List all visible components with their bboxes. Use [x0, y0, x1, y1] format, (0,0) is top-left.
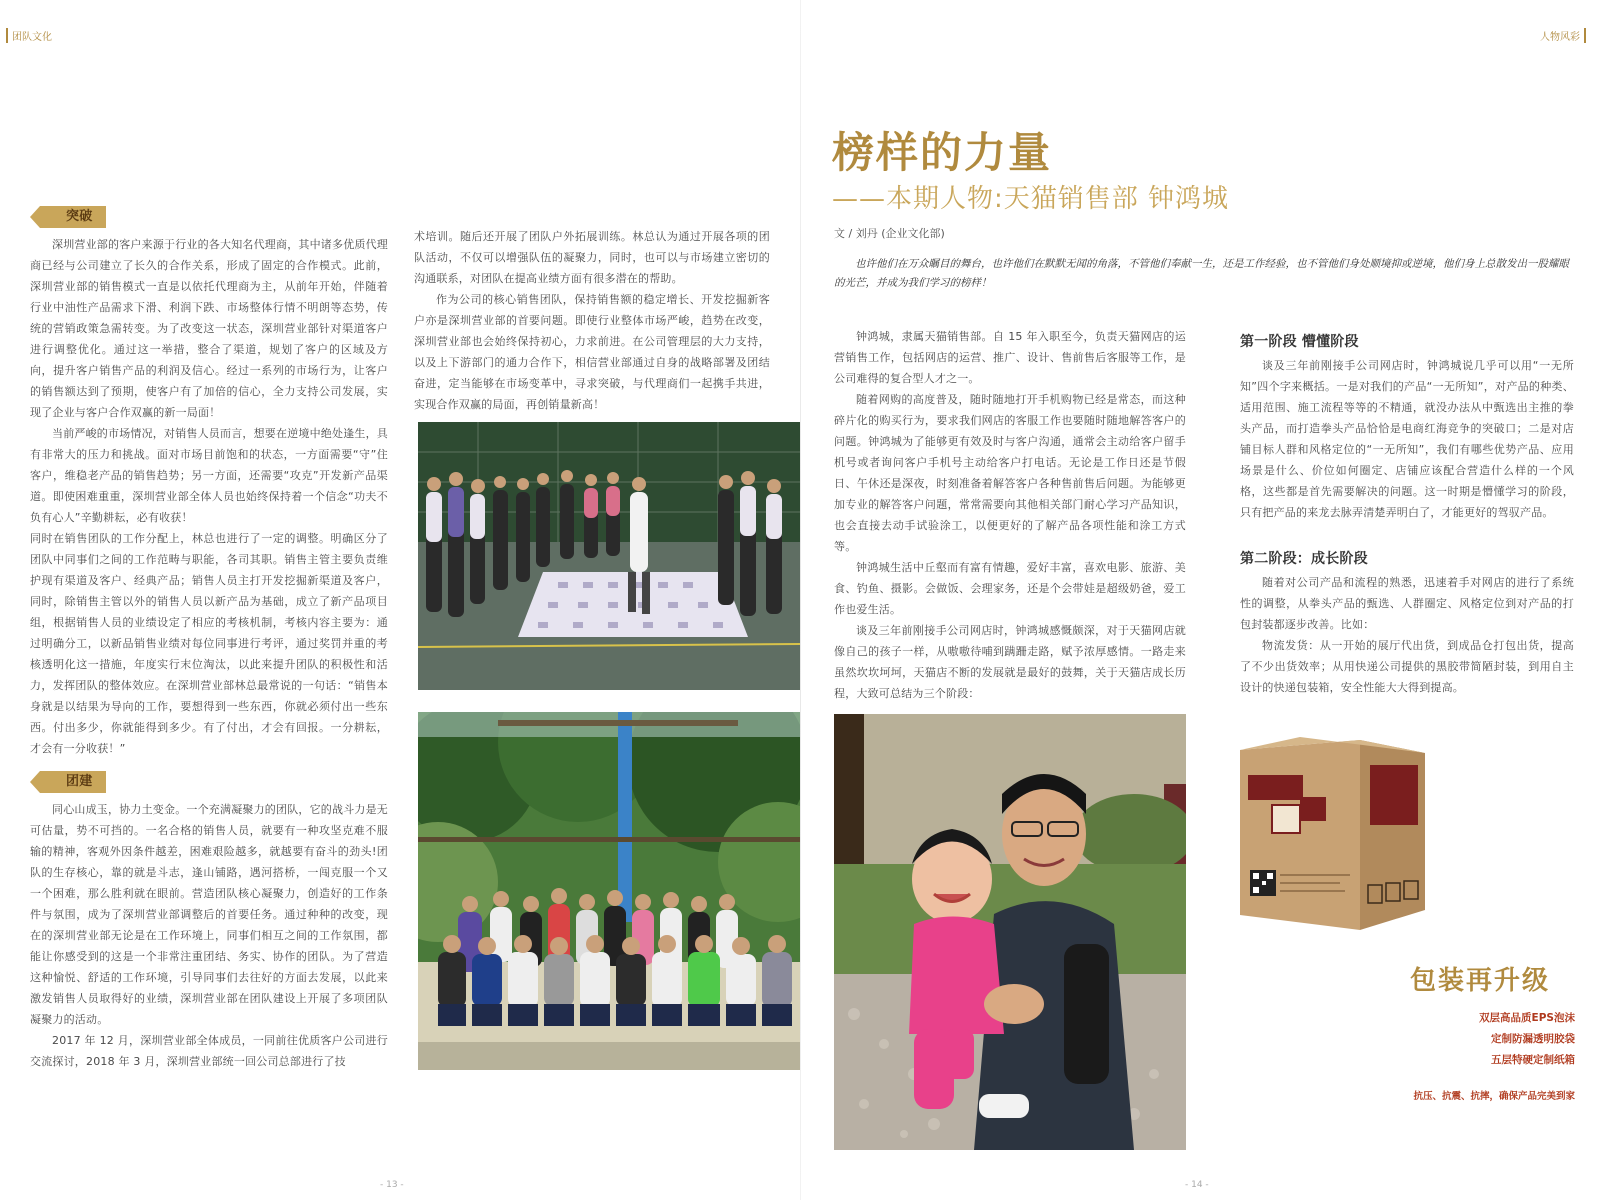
page-number-right: - 14 - — [1185, 1180, 1209, 1190]
paragraph: 谈及三年前刚接手公司网店时，钟鸿城说几乎可以用“一无所知”四个字来概括。一是对我们的产品“一无所知”，对产品的种类、适用范围、施工流程等等的不精通，就没办法从中甄选出主推的拳头产品，而打造拳头产品恰恰是电商红海竞争的突破口；二是对店铺目标人群和风格定位的“一无所知”，我们有哪些优势产品、应用场景是什么、价位如何圈定、店铺应该配合营造什么样的一个风格，这些都是首先需要解决的问题。这一时期是懵懂学习的阶段，只有把产品的来龙去脉弄清楚弄明白了，才能更好的驾驭产品。 — [1240, 359, 1574, 519]
right-column-1 — [834, 326, 1186, 704]
paragraph: 作为公司的核心销售团队，保持销售额的稳定增长、开发挖掘新客户亦是深圳营业部的首要问题。即使行业整体市场严峻，趋势在改变，深圳营业部也会始终保持初心，力求前进。在公司管理层的大力支持，以及上下游部门的通力合作下，相信营业部通过自身的战略部署及团结奋进，定当能够在市场变革中，寻求突破，与代理商们一起携手共进，实现合作双赢的局面，再创销量新高！ — [414, 293, 770, 411]
paragraph: 同心山成玉，协力土变金。一个充满凝聚力的团队，它的战斗力是无可估量，势不可挡的。一名合格的销售人员，就要有一种攻坚克难不服输的精神，客观外因条件越差，困难艰险越多，就越要有奋斗的劲头!团队的生存核心，靠的就是斗志，逢山铺路，遇河搭桥，一闯克服一个又一个困难，那么胜利就在眼前。营造团队核心凝聚力，创造好的工作条件与氛围，成为了深圳营业部调整后的首要任务。通过种种的改变，现在的深圳营业部无论是在工作环境上，同事们相互之间的工作氛围，都能让你感受到的这是一个非常注重团结、务实、协作的团队。为了营造这种愉悦、舒适的工作环境，引导同事们去往好的方面去发展，以此来激发销售人员取得好的业绩，深圳营业部在团队建设上开展了多项团队凝聚力的活动。 — [30, 803, 388, 1026]
stage-2-heading: 第二阶段：成长阶段 — [1240, 551, 1368, 567]
photo-father-daughter-illustration — [834, 714, 1186, 1150]
paragraph: 同时在销售团队的工作分配上，林总也进行了一定的调整。明确区分了团队中同事们之间的工作范畴与职能，各司其职。销售主管主要负责维护现有渠道及客户、经典产品；销售人员主打开发挖掘新渠道及客户，同时，除销售主管以外的销售人员以新产品为基础，成立了新产品项目组，根据销售人员的业绩设定了相应的考核机制，考核内容主要为：通过明确分工，以新品销售业绩对每位同事进行考评，通过奖罚并重的考核透明化这一措施，年度实行末位淘汰，以此来提升团队的积极性和活力，发挥团队的整体效应。在深圳营业部林总最常说的一句话：“销售本身就是以结果为导向的工作，要想得到一些东西，你就必须付出一些东西。付出多少，你就能得到多少。有了付出，才会有回报。一分耕耘，才会有一分收获！” — [30, 532, 388, 755]
paragraph: 钟鸿城生活中丘壑而有富有情趣，爱好丰富，喜欢电影、旅游、美食、钓鱼、摄影。会做饭、会理家务，还是个会带娃是超级奶爸，爱工作也爱生活。 — [834, 561, 1186, 616]
paragraph: 深圳营业部的客户来源于行业的各大知名代理商，其中诸多优质代理商已经与公司建立了长久的合作关系，形成了固定的合作模式。此前，深圳营业部的销售模式一直是以依托代理商为主，从前年开始，伴随着行业中油性产品需求下滑、利润下跌、市场整体行情不明朗等态势，传统的营销政策急需转变。为了改变这一状态，深圳营业部针对渠道客户进行调整优化。通过这一举措，整合了渠道，规划了客户的区域及方向，提升客户销售产品的利润及信心。经过一系列的市场行为，让客户的销售额达到了预期，使客户有了加倍的信心，全力支持公司发展，实现了企业与客户合作双赢的新一局面！ — [30, 238, 388, 419]
paragraph: 2017 年 12 月，深圳营业部全体成员，一同前往优质客户公司进行交流探讨，2018 年 3 月，深圳营业部统一回公司总部进行了技 — [30, 1034, 388, 1068]
tag-teambuilding: 团建 — [40, 771, 106, 793]
paragraph: 物流发货：从一开始的展厅代出货，到成品仓打包出货，提高了不少出货效率；从用快递公司提供的黑胶带简陋封装，到用自主设计的快递包装箱，安全性能大大得到提高。 — [1240, 639, 1574, 694]
package-title: 包装再升级 — [1410, 966, 1551, 996]
section-header-left: 团队文化 — [6, 28, 52, 43]
left-column-2 — [414, 226, 770, 415]
photo-outdoor-game — [418, 422, 800, 690]
photo-group — [418, 712, 800, 1070]
photo-outdoor-game-illustration — [418, 422, 800, 690]
package-feature-list — [1400, 1008, 1575, 1071]
package-footer: 抗压、抗震、抗摔，确保产品完美到家 — [1413, 1091, 1575, 1102]
paragraph: 当前严峻的市场情况，对销售人员而言，想要在逆境中绝处逢生，具有非常大的压力和挑战。面对市场目前饱和的状态，一方面需要“守”住客户，维稳老产品的销售趋势；另一方面，还需要“攻克”开发新产品渠道。即使困难重重，深圳营业部全体人员也始终保持着一个信念“功夫不负有心人”辛勤耕耘，必有收获！ — [30, 427, 388, 524]
left-column-1 — [30, 200, 388, 1072]
paragraph: 术培训。随后还开展了团队户外拓展训练。林总认为通过开展各项的团队活动，不仅可以增强队伍的凝聚力，同时，也可以与市场建立密切的沟通联系，对团队在提高业绩方面有很多潜在的帮助。 — [414, 230, 770, 285]
article-author: 文 / 刘丹 (企业文化部) — [834, 227, 945, 240]
paragraph: 随着网购的高度普及，随时随地打开手机购物已经是常态，而这种碎片化的购买行为，要求我们网店的客服工作也要随时随地解答客户的问题。钟鸿城为了能够更有效及时与客户沟通，通常会主动给客户留手机号或者询问客户手机号主动给客户打电话。无论是工作日还是节假日、午休还是深夜，时刻准备着解答客户各种售前售后问题。为能够更加专业的解答客户问题，常常需要向其他相关部门耐心学习产品知识，也会直接去动手试验涂工，以便更好的了解产品各项性能和涂工方式等。 — [834, 393, 1186, 553]
article-subtitle: ——本期人物:天猫销售部 钟鸿城 — [832, 184, 1230, 214]
paragraph: 谈及三年前刚接手公司网店时，钟鸿城感慨颇深，对于天猫网店就像自己的孩子一样，从嗷嗷待哺到蹒跚走路，赋予浓厚感情。一路走来虽然坎坎坷坷，天猫店不断的发展就是最好的鼓舞，关于天猫店成长历程，大致可总结为三个阶段： — [834, 624, 1186, 700]
article-title: 榜样的力量 — [832, 128, 1053, 177]
photo-group-illustration — [418, 712, 800, 1070]
section-header-right: 人物风彩 — [1540, 28, 1586, 43]
page-fold — [800, 0, 801, 1200]
stage-1-heading: 第一阶段 懵懂阶段 — [1240, 334, 1359, 350]
package-box-drawing — [1230, 735, 1430, 940]
paragraph: 钟鸿城，隶属天猫销售部。自 15 年入职至今，负责天猫网店的运营销售工作，包括网店的运营、推广、设计、售前售后客服等工作，是公司难得的复合型人才之一。 — [834, 330, 1186, 385]
tag-breakthrough: 突破 — [40, 206, 106, 228]
package-box-icon — [1230, 735, 1430, 940]
page-number-left: - 13 - — [380, 1180, 404, 1190]
package-feature: 双层高品质EPS泡沫 — [1479, 1012, 1575, 1024]
photo-father-daughter — [834, 714, 1186, 1150]
right-column-2 — [1240, 328, 1574, 698]
package-feature: 定制防漏透明胶袋 — [1491, 1033, 1575, 1045]
article-intro: 也许他们在万众瞩目的舞台，也许他们在默默无闻的角落，不管他们奉献一生，还是工作经验，也不管他们身处顺境抑或逆境，他们身上总散发出一股耀眼的光芒，并成为我们学习的榜样！ — [834, 258, 1569, 289]
paragraph: 随着对公司产品和流程的熟悉，迅速着手对网店的进行了系统性的调整，从拳头产品的甄选、人群圈定、风格定位到对产品的打包封装都逐步改善。比如： — [1240, 576, 1574, 631]
package-feature: 五层特硬定制纸箱 — [1491, 1054, 1575, 1066]
